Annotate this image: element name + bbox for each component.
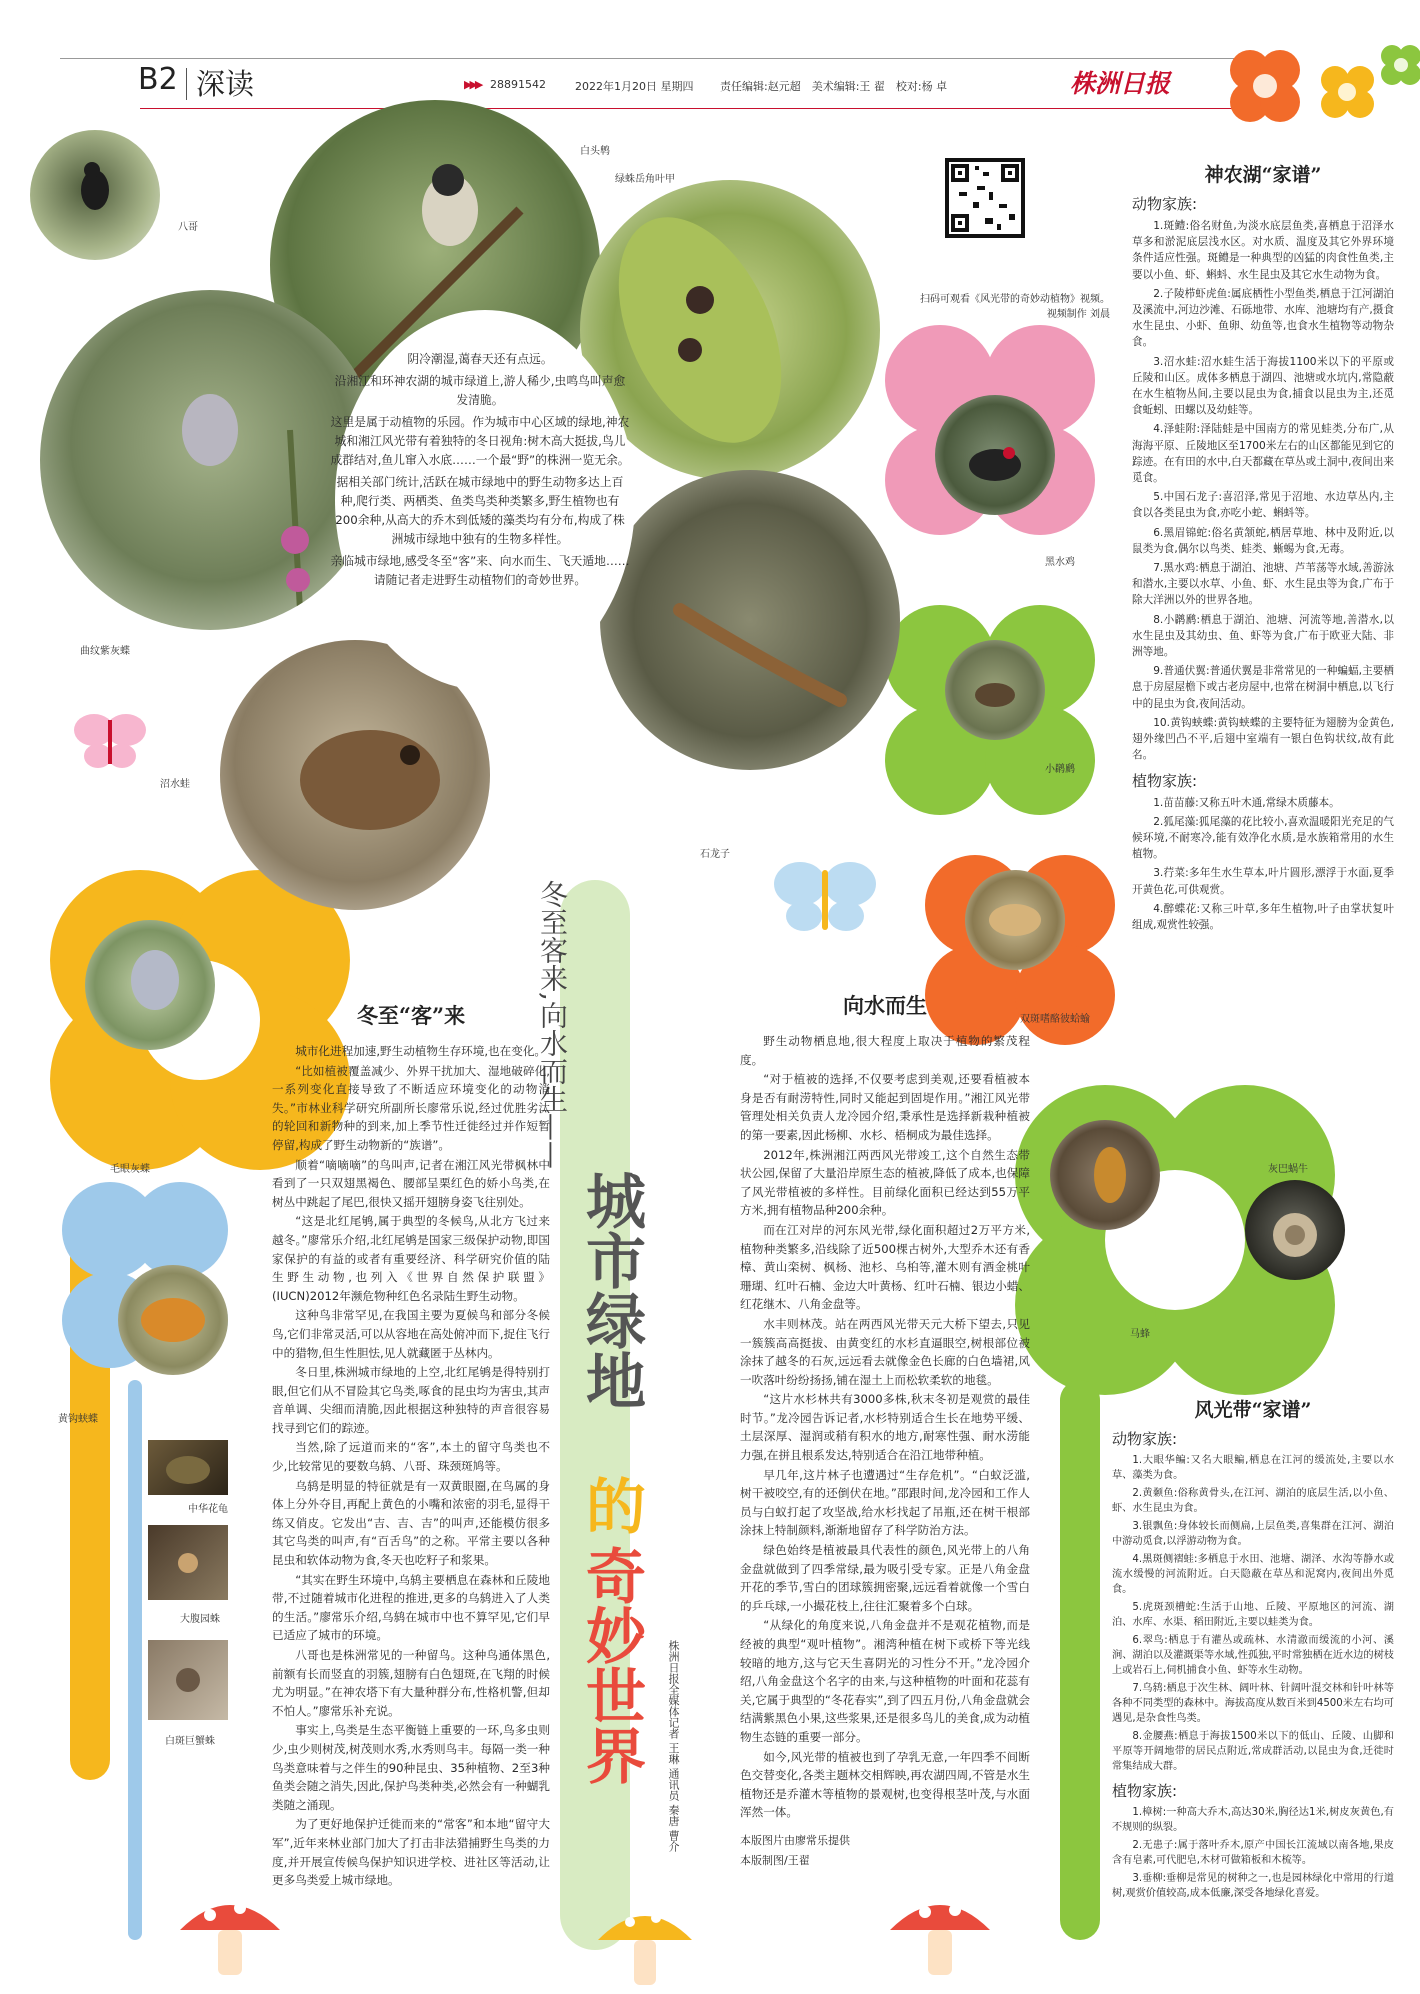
fengguang-plant-item: 1.樟树:一种高大乔木,高达30米,胸径达1米,树皮灰黄色,有不规则的纵裂。 [1112,1807,1394,1833]
water-paragraph: “这片水杉林共有3000多株,秋末冬初是观赏的最佳时节。”龙冷园告诉记者,水杉特别适合生长在地势平缓、土层深厚、湿润或稍有积水的地方,耐寒性强、耐水涝能力强,在拼且根系发达,特别适合在沿江地带种植。 [740,1392,1030,1463]
shennong-plants [1132,795,1394,934]
winter-paragraph: 乌鸫是明显的特征就是有一双黄眼圈,在鸟属的身体上分外夺目,再配上黄色的小嘴和浓密的羽毛,显得干练又俏皮。它发出“吉、吉、吉”的叫声,还能模仿很多其它鸟类的叫声,有“百舌鸟”的之称。平常主要以各种昆虫和软体动物为食,冬天也吃籽子和浆果。 [272,1478,550,1568]
intro-paragraph: 亲临城市绿地,感受冬至“客”来、向水而生、飞天遁地……请随记者走进野生动植物们的奇妙世界。 [330,554,630,587]
fengguang-animal-item: 8.金腰燕:栖息于海拔1500米以下的低山、丘陵、山脚和平原等开阔地带的居民点附近,常成群活动,以昆虫为食,迁徙时常集结成大群。 [1112,1731,1394,1772]
winter-article [272,1000,550,1891]
caption-maoyan: 毛眼灰蝶 [110,1164,150,1175]
winter-paragraph: “其实在野生环境中,乌鸫主要栖息在森林和丘陵地带,不过随着城市化进程的推进,更多的乌鸫进入了人类的生活。”廖常乐介绍,乌鸫在城市中也不算罕见,它们早已适应了城市的环境。 [272,1572,550,1643]
page-number: B2 [138,62,178,97]
fengguang-animal-item: 5.虎斑颈槽蛇:生活于山地、丘陵、平原地区的河流、湖泊、水库、水渠、稻田附近,主要以蛙类为食。 [1112,1602,1394,1628]
mushroom-decoration-right [880,1880,1000,1980]
fengguang-title: 风光带“家谱” [1194,1399,1312,1421]
shennong-animal-head: 动物家族: [1132,195,1198,213]
photo-bayu [30,130,160,260]
photo-huise [1245,1180,1345,1280]
stem-left-blue [128,1380,142,1940]
fengguang-animal-item: 3.银飘鱼:身体较长而侧扁,上层鱼类,喜集群在江河、湖泊中游动觅食,以浮游动物为食。 [1112,1521,1394,1547]
water-paragraph: 而在江对岸的河东风光带,绿化面积超过2万平方米,植物种类繁多,沿线除了近500棵古树外,大型乔木还有香樟、黄山栾树、枫杨、池杉、乌桕等,灌木则有酒金桃叶珊瑚、红叶石楠、金边大叶黄杨、红叶石楠、银边小蜡、红花继木、八角金盘等。 [740,1222,1030,1312]
design-credit: 本版制图/王翟 [740,1853,810,1867]
shennong-animal-item: 5.中国石龙子:喜沼泽,常见于沼地、水边草丛内,主食以各类昆虫为食,亦吃小蛇、蝌蚪等。 [1132,491,1394,520]
photo-baiban [148,1640,228,1720]
caption-baiban: 白斑巨蟹蛛 [165,1736,215,1747]
water-paragraph: 如今,风光带的植被也到了孕乳无意,一年四季不间断色交替变化,各类主题林交相辉映,再农湖四周,不管是水生植物还是乔灌木等植物的景观树,也变得根茎叶茂,与水面浑然一体。 [740,1749,1030,1820]
winter-paragraph: “这是北红尾鸲,属于典型的冬候鸟,从北方飞过来越冬。”廖常乐介绍,北红尾鸲是国家三级保护动物,即国家保护的有益的或者有重要经济、科学研究价值的陆生野生动物,也列入《世界自然保护联盟》(IUCN)2012年濒危物种红色名录陆生野生动物。 [272,1214,550,1303]
photo-credit: 本版图片由廖常乐提供 [740,1833,850,1847]
fengguang-sidebar [1112,1395,1394,1904]
water-paragraph: 水丰则林茂。站在两西风光带天元大桥下望去,只见一簇簇高高挺拔、由黄变红的水杉直逼眼空,树根部位被涂抹了越冬的石灰,远远看去就像金色长廊的白色墙裙,风一吹落叶纷纷扬扬,铺在湿土上而松软柔软的地毯。 [740,1316,1030,1387]
photo-mafeng [1050,1120,1160,1230]
caption-shuangxian: 双斑嗜酪彼蛤蝓 [1020,1014,1090,1025]
water-paragraph: 绿色始终是植被最具代表性的颜色,风光带上的八角金盘就做到了四季常绿,最为吸引受专家。正是八角金盘开花的季节,雪白的团球簇拥密聚,远远看着就像一个雪白的乒乓球,一小撮花枝上,往往汇聚着多个白球。 [740,1543,1030,1613]
fengguang-animal-head: 动物家族: [1112,1430,1178,1448]
fengguang-animal-item: 2.黄颡鱼:俗称黄骨头,在江河、湖泊的底层生活,以小鱼、虾、水生昆虫为食。 [1112,1488,1394,1514]
caption-xiaopiti: 小䴙䴘 [1045,764,1075,775]
section-name: 深读 [196,67,255,101]
shennong-plant-item: 4.醉蝶花:又称三叶草,多年生植物,叶子由掌状复叶组成,观赏性较强。 [1132,902,1394,931]
shennong-animal-item: 3.沼水蛙:沼水蛙生活于海拔1100米以下的平原或丘陵和山区。成体多栖息于湖四、池塘或水坑内,常隐蔽在水生植物丛间,主要以昆虫为食,捕食以昆虫为主,还觅食蚯蚓、田螺以及幼蛙等。 [1132,355,1394,417]
headline-de: 的 [576,1475,646,1535]
photo-zhonghua [148,1440,228,1495]
shennong-animal-item: 9.普通伏翼:普通伏翼是非常常见的一种蝙蝠,主要栖息于房屋屋檐下或古老房屋中,也常在树洞中栖息,以飞行中的昆虫为食,夜间活动。 [1132,665,1394,710]
shennong-animal-item: 6.黑眉锦蛇:俗名黄颔蛇,栖居草地、林中及附近,以鼠类为食,偶尔以鸟类、蛙类、蜥蜴为食,无毒。 [1132,526,1394,555]
shennong-animal-item: 4.泽蛙附:泽陆蛙是中国南方的常见蛙类,分布广,从海海平原、丘陵地区至1700米左右的山区都能见到它的踪迹。在有田的水中,白天都藏在草丛或土洞中,夜间出来觅食。 [1132,423,1394,485]
issue-date: 2022年1月20日 星期四 [575,80,694,93]
fengguang-plant-item: 3.垂柳:垂柳是常见的树种之一,也是园林绿化中常用的行道树,观赏价值较高,成本低廉,深受各地绿化喜爱。 [1112,1873,1394,1899]
photo-shuangxian [965,870,1065,970]
intro-paragraph: 阴冷潮湿,蔼春天还有点远。 [407,352,553,366]
shennong-plant-head: 植物家族: [1132,771,1198,790]
fengguang-animal-item: 1.大眼华鳊:又名大眼鳊,栖息在江河的缓流处,主要以水草、藻类为食。 [1112,1455,1394,1481]
shennong-animal-item: 7.黑水鸡:栖息于湖泊、池塘、芦苇荡等水域,善游泳和潜水,主要以水草、小鱼、虾、水生昆虫等为食,广布于除大洋洲以外的世界各地。 [1132,562,1394,607]
photo-xiaopiti [945,640,1045,740]
headline-main: 城市绿地 [576,1170,646,1410]
header-divider [186,68,187,100]
winter-body [272,1042,550,1890]
photo-dafu [148,1525,228,1600]
stem-right-green [1060,1380,1100,1940]
shennong-sidebar [1132,160,1394,936]
water-paragraph: “对于植被的选择,不仅要考虑到美观,还要看植被本身是否有耐涝特性,同时又能起到固堤作用。”湘江风光带管理处相关负责人龙冷园介绍,秉承性是选择新栽种植被的第一要素,因此杨柳、水杉、梧桐成为最佳选择。 [740,1072,1030,1142]
issue-arrow-icon: ▶▶▶ [464,78,481,91]
caption-heishui: 黑水鸡 [1045,557,1075,568]
fengguang-plants [1112,1805,1394,1901]
water-paragraph: “从绿化的角度来说,八角金盘并不是观花植物,而是经被的典型“观叶植物”。湘湾种植在树下或桥下等光线较暗的地方,这与它天生喜阴光的习性分不开。”龙冷园介绍,八角金盘这个名字的由来,与这种植物的叶面和花蕊有关,它属于典型的“冬花春实”,到了四五月份,八角金盘就会结满紫黑色小果,这些浆果,还是很多鸟儿的美食,成为动植物生态链的重要一部分。 [740,1618,1030,1744]
fengguang-animal-item: 4.黑斑侧褶蛙:多栖息于水田、池塘、湖泽、水沟等静水或流水缓慢的河流附近。白天隐蔽在草丛和泥窝内,夜间出外觅食。 [1112,1554,1394,1595]
photo-heishui [935,395,1055,515]
qr-credit: 视频制作 刘晨 [1046,309,1110,320]
intro-paragraph: 据相关部门统计,活跃在城市绿地中的野生动物多达上百种,爬行类、两栖类、鱼类鸟类种类繁多,野生植物也有200余种,从高大的乔木到低矮的藻类均有分布,构成了株洲城市绿地中独有的生物多样性。 [335,475,625,546]
mushroom-decoration-left [170,1880,290,1980]
mushroom-decoration-center [590,1890,700,1990]
butterfly-blue-icon [770,850,880,940]
caption-zhonghua: 中华花龟 [188,1504,228,1515]
caption-mafeng: 马蜂 [1130,1329,1150,1340]
headline-tail: 奇妙世界 [576,1545,646,1785]
winter-paragraph: 冬日里,株洲城市绿地的上空,北红尾鸲是得特别打眼,但它们从不冒险其它鸟类,啄食的昆虫均为害虫,其声音单调、尖细而清脆,因此根据这种独特的声音很容易找寻到它们的踪迹。 [272,1365,550,1435]
shennong-animal-item: 1.斑鳢:俗名财鱼,为淡水底层鱼类,喜栖息于沼泽水草多和淤泥底层浅水区。对水质、温度及其它外界环境条件适应性强。斑鳢是一种典型的凶猛的肉食性鱼类,主要以小鱼、虾、蝌蚪、水生昆虫及其它水生动物为食。 [1132,220,1394,281]
caption-huangou: 黄钩蛱蝶 [58,1414,98,1425]
caption-yanwen: 曲纹紫灰蝶 [80,646,130,657]
caption-shaoshui: 沼水蛙 [160,779,190,790]
intro-paragraph: 这里是属于动植物的乐园。作为城市中心区域的绿地,神农城和湘江风光带有着独特的冬日视角:树木高大挺拔,鸟儿成群结对,鱼儿窜入水底……一个最“野”的株洲一览无余。 [330,415,630,467]
fengguang-animal-item: 7.乌鸫:栖息于次生林、阔叶林、针阔叶混交林和针叶林等各种不同类型的森林中。海拔高度从数百米到4500米左右均可遇见,是杂食性鸟类。 [1112,1683,1394,1724]
winter-paragraph: 当然,除了远道而来的“客”,本土的留守鸟类也不少,比较常见的要数乌鸫、八哥、珠颈斑鸠等。 [272,1440,550,1474]
header-rule-bottom [140,108,1240,109]
caption-shilongzi: 石龙子 [700,849,730,860]
water-paragraph: 野生动物栖息地,很大程度上取决于植物的繁茂程度。 [740,1034,1030,1067]
fengguang-animals [1112,1453,1394,1774]
winter-paragraph: 为了更好地保护迁徙而来的“常客”和本地“留守大军”,近年来林业部门加大了打击非法猎捕野生鸟类的力度,并开展宣传候鸟保护知识进学校、进社区等活动,让更多鸟类爱上城市绿地。 [272,1817,550,1888]
header-rule-top [60,58,1240,59]
paper-name: 株洲日报 [1070,69,1171,98]
qr-caption [900,292,1110,322]
photo-yanwen [40,290,380,630]
headline-kicker: 冬至客来,向水而生—— [536,880,569,1169]
issue-number: 28891542 [490,78,546,91]
intro-text [330,350,630,593]
shennong-plant-item: 2.狐尾藻:狐尾藻的花比较小,喜欢温暖阳光充足的气候环境,不耐寒冷,能有效净化水质,是水族箱常用的水生植物。 [1132,815,1394,861]
editors: 责任编辑:赵元超 美术编辑:王 翟 校对:杨 卓 [720,80,948,93]
header-bar [40,58,1290,108]
shennong-plant-item: 1.苗苗藤:又称五叶木通,常绿木质藤本。 [1153,796,1340,809]
stem-center-green [560,880,630,1950]
caption-baitou: 白头鹎 [580,146,610,157]
fengguang-plant-item: 2.无患子:属于落叶乔木,原产中国长江流域以南各地,果皮含有皂素,可代肥皂,木材可做箱板和木梳等。 [1112,1840,1394,1866]
water-paragraph: 2012年,株洲湘江两西风光带竣工,这个自然生态带状公园,保留了大量沿岸原生态的植被,降低了成本,也保障了风光带植被的多样性。目前绿化面积已经达到55万平方米,拥有植物品种200余种。 [740,1147,1030,1218]
qr-text: 扫码可观看《风光带的奇妙动植物》视频。 [920,294,1110,305]
photo-huangou [118,1265,228,1375]
qr-code[interactable] [945,158,1025,238]
water-title: 向水而生 [843,993,927,1018]
water-paragraph: 早几年,这片林子也遭遇过“生存危机”。“白蚁泛滥,树干被咬空,有的还倒伏在地。”邵跟时间,龙冷园和工作人员与白蚁打起了攻坚战,给水杉找起了吊瓶,还在树干根部涂抹上特制颜料,渐渐地留存了科学防治方法。 [740,1467,1030,1538]
fengguang-animal-item: 6.翠鸟:栖息于有灌丛或疏林、水清澈而缓流的小河、溪涧、湖泊以及灌溉渠等水域,性孤独,平时常独栖在近水边的树枝上或岩石上,伺机捕食小鱼、虾等水生动物。 [1112,1635,1394,1676]
shennong-animal-item: 2.子陵栉虾虎鱼:属底栖性小型鱼类,栖息于江河湖泊及溪流中,河边沙滩、石砾地带、水库、池塘均有产,摄食水生昆虫、小虾、鱼卵、幼鱼等,也食水生植物等动物杂食。 [1132,287,1394,349]
intro-paragraph: 沿湘江和环神农湖的城市绿道上,游人稀少,虫鸣鸟叫声愈发清脆。 [334,374,626,407]
water-body [740,1032,1030,1822]
shennong-animal-item: 8.小䴙䴘:栖息于湖泊、池塘、河流等地,善潜水,以水生昆虫及其幼虫、鱼、虾等为食,广布于欧亚大陆、非洲等地。 [1132,613,1394,659]
winter-paragraph: 这种鸟非常罕见,在我国主要为夏候鸟和部分冬候鸟,它们非常灵活,可以从容地在高处俯冲而下,捉住飞行中的猎物,但生性胆怯,见人就藏匿于丛林内。 [272,1308,550,1360]
winter-paragraph: 八哥也是株洲常见的一种留鸟。这种鸟通体黑色,前额有长而竖直的羽簇,翅膀有白色翅斑,在飞翔的时候尤为明显。”在神农塔下有大量种群分布,性格机警,但却不怕人。”廖常乐补充说。 [272,1648,550,1718]
winter-paragraph: 城市化进程加速,野生动植物生存环境,也在变化。 [295,1044,547,1058]
winter-paragraph: 事实上,鸟类是生态平衡链上重要的一环,鸟多虫则少,虫少则树茂,树茂则水秀,水秀则鸟丰。每隔一类一种鸟类意味着与之伴生的90种昆虫、35种植物、2至3种鱼类会随之消失,因此,保护鸟类种类,必然会有一种蝴乳类随之涌现。 [272,1723,550,1812]
flower-decoration-top-right [1210,40,1420,140]
caption-huise: 灰巴蜗牛 [1268,1164,1308,1175]
water-article [740,990,1030,1868]
headline-byline: 株洲日报全媒体记者 王琳 通讯员 秦唐 曹介 [667,1640,680,1852]
winter-paragraph: 顺着“嘀嘀嘀”的鸟叫声,记者在湘江风光带枫林中看到了一只双翅黑褐色、腰部呈栗红色的娇小鸟类,在树丛中跳起了尾巴,很快又摇开翅膀身姿飞往别处。 [272,1157,550,1209]
shennong-animal-item: 10.黄钩蛱蝶:黄钩蛱蝶的主要特征为翅膀为金黄色,翅外缘凹凸不平,后翅中室端有一银白色钩状纹,故有此名。 [1132,716,1394,762]
winter-paragraph: “比如植被覆盖减少、外界干扰加大、湿地破碎化,一系列变化直接导致了不断适应环境变化的动物消失。”市林业科学研究所副所长廖常乐说,经过优胜劣汰的轮回和新物种的到来,加上季节性迁徙经过并作短暂停留,构成了野生动物新的“族谱”。 [272,1063,550,1152]
shennong-title: 神农湖“家谱” [1204,164,1322,186]
photo-shilongzi [600,470,900,770]
photo-maoyan [85,920,215,1050]
fengguang-plant-head: 植物家族: [1112,1782,1178,1800]
winter-title: 冬至“客”来 [356,1003,466,1028]
caption-dafu: 大腹园蛛 [180,1614,220,1625]
caption-bayu: 八哥 [178,222,198,233]
shennong-animals [1132,218,1394,764]
butterfly-pink-icon [70,700,150,780]
caption-zhuwei: 绿蛛岳角叶甲 [615,174,675,185]
shennong-plant-item: 3.荇菜:多年生水生草本,叶片圆形,漂浮于水面,夏季开黄色花,可供观赏。 [1132,867,1394,896]
